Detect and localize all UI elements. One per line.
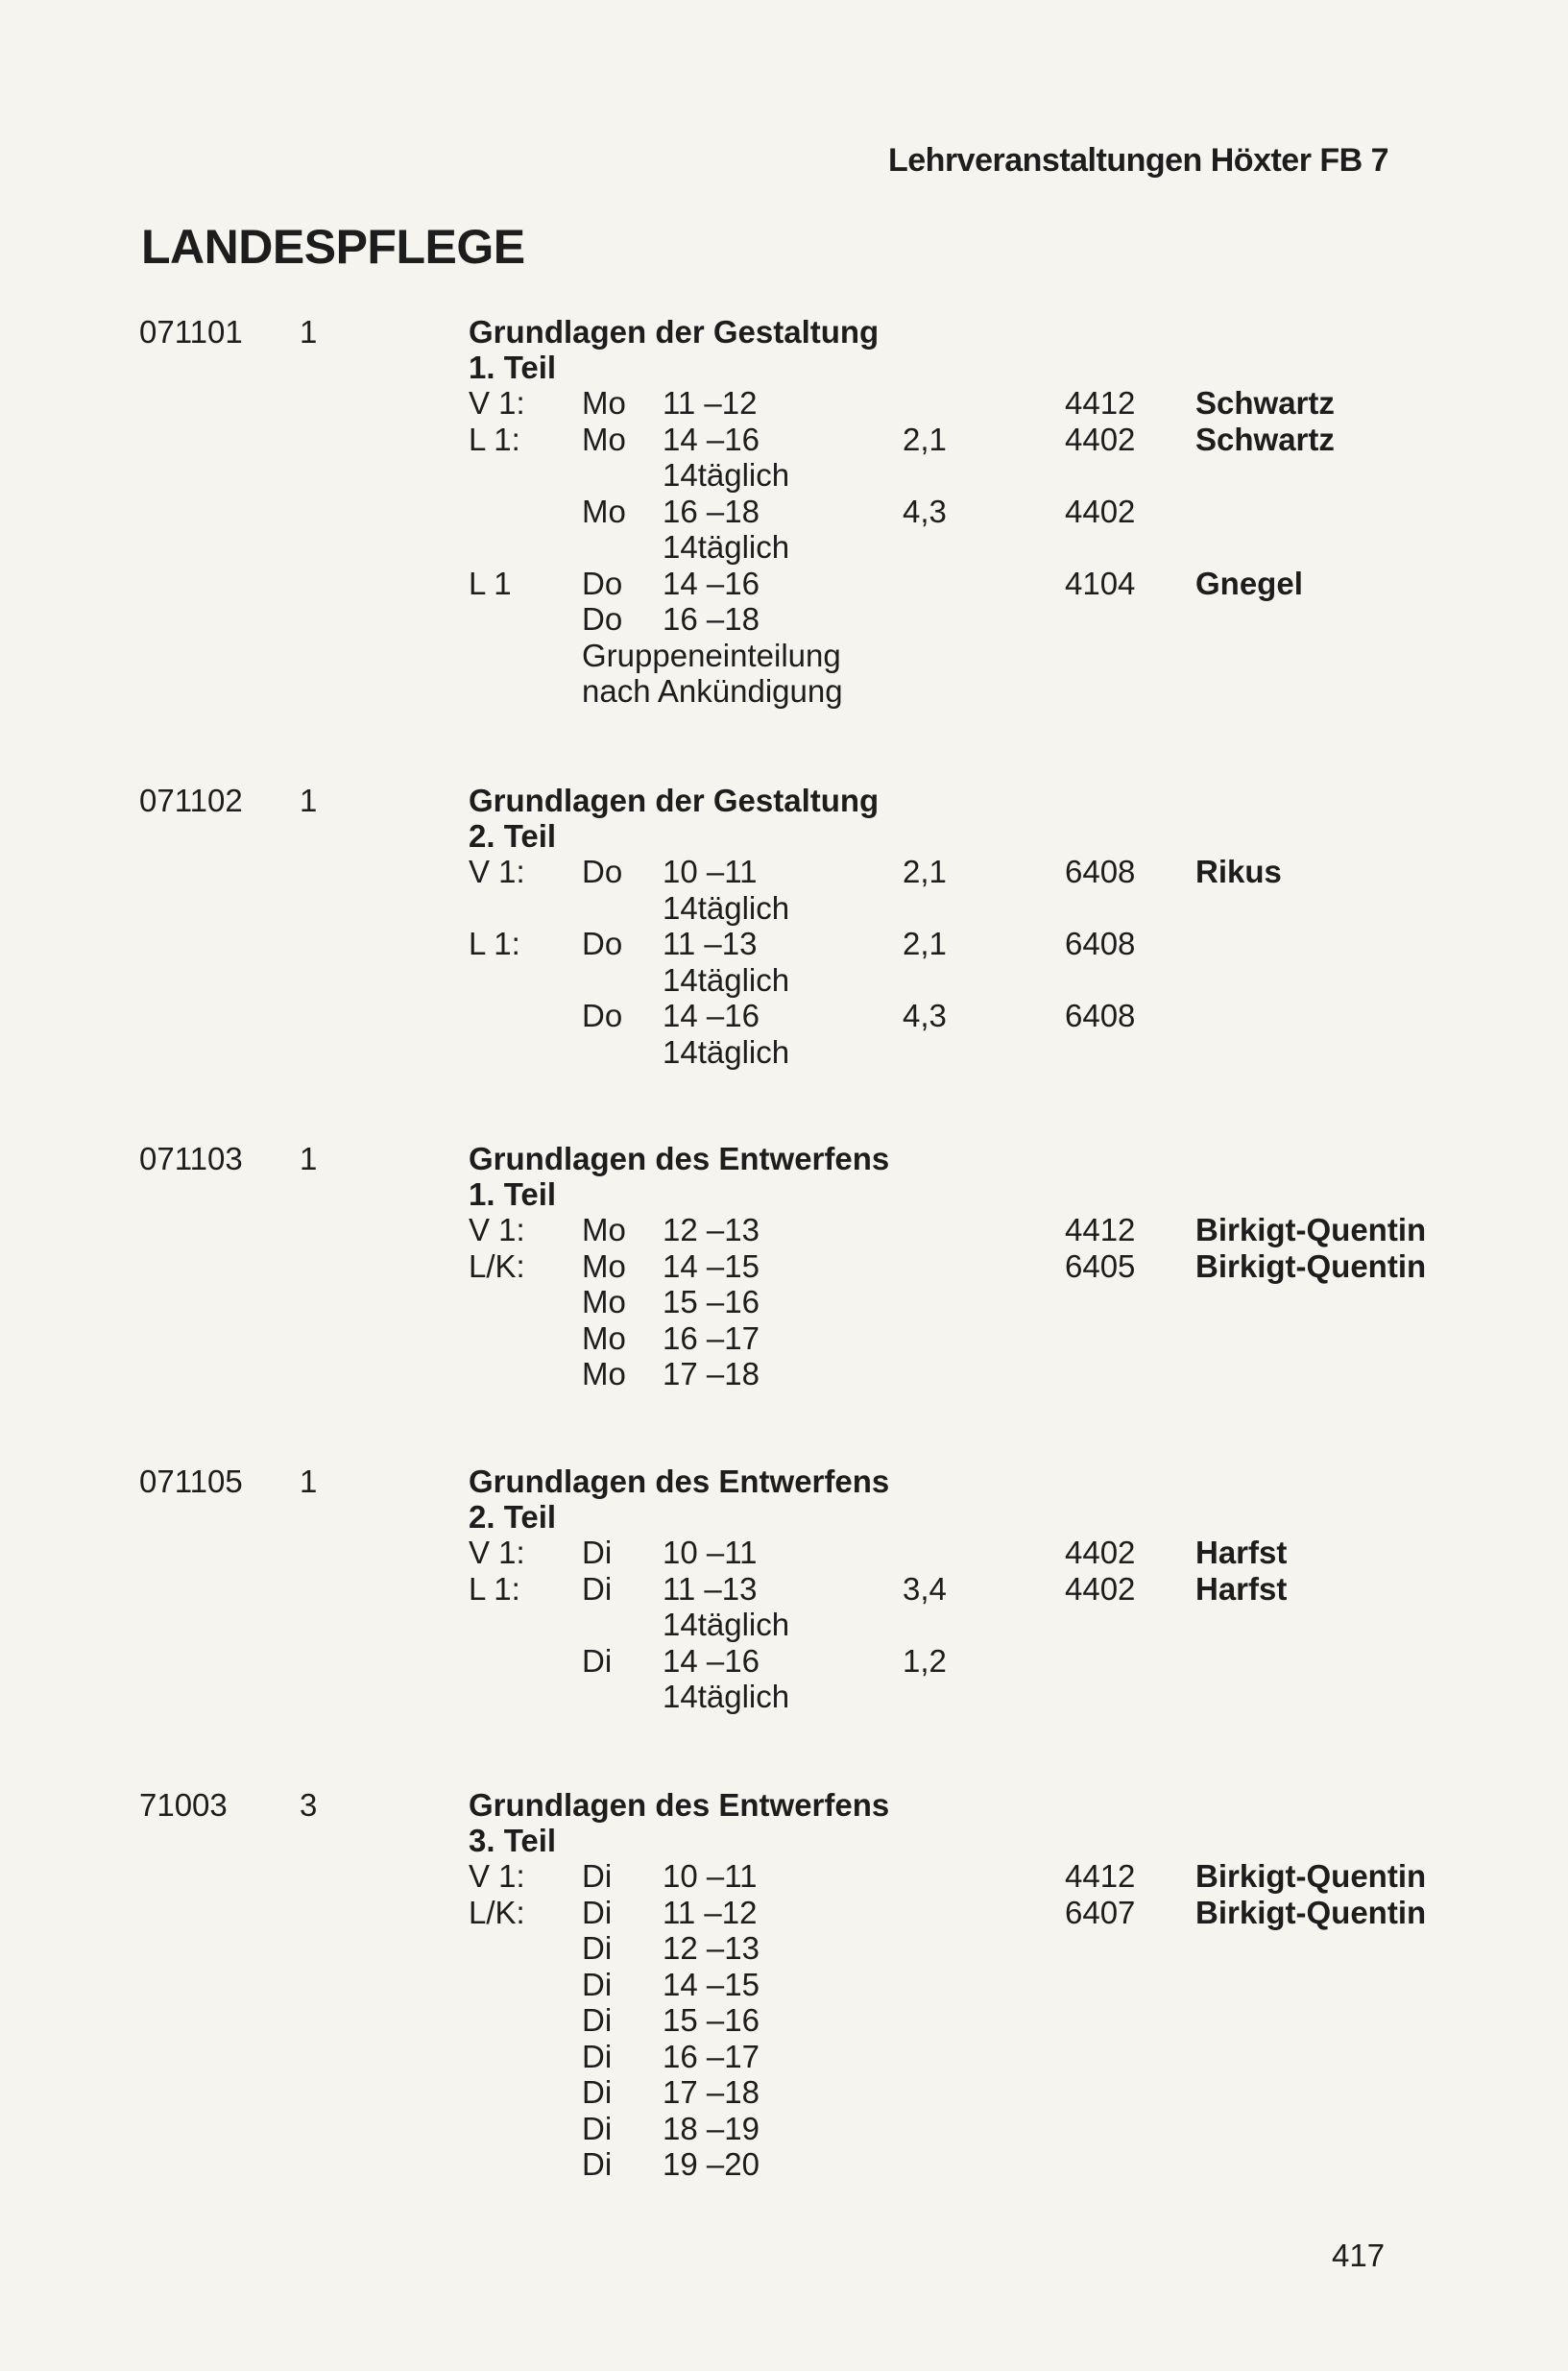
event-type: L/K: (469, 1247, 525, 1284)
weekday: Mo (582, 1212, 626, 1247)
time-slot: 16 –18 (663, 493, 760, 529)
room-number: 4402 (1065, 1535, 1136, 1570)
event-type: L 1: (469, 1570, 520, 1607)
time-slot: 14 –15 (663, 1247, 760, 1284)
weekday: Do (582, 854, 623, 889)
group-number: 3,4 (903, 1570, 947, 1607)
schedule-row (0, 2146, 1568, 2183)
lecturer-name: Schwartz (1195, 421, 1335, 457)
time-slot: 15 –16 (663, 1284, 760, 1319)
lecturer-name: Harfst (1195, 1535, 1288, 1570)
group-number: 4,3 (903, 493, 947, 529)
course-part (0, 1176, 1568, 1213)
time-slot: 11 –13 (663, 926, 758, 961)
schedule-note (0, 1679, 1568, 1715)
event-type: L 1: (469, 421, 520, 457)
schedule-note (0, 1034, 1568, 1071)
time-slot: 12 –13 (663, 1930, 760, 1966)
group-number: 2,1 (903, 421, 947, 457)
event-type: V 1: (469, 1535, 525, 1570)
weekday: Mo (582, 1284, 626, 1319)
schedule-row (0, 1320, 1568, 1357)
time-slot: 16 –17 (663, 2038, 760, 2074)
room-number: 4104 (1065, 565, 1136, 601)
room-number: 4402 (1065, 421, 1136, 457)
group-note: nach Ankündigung (582, 673, 843, 709)
lecturer-name: Birkigt-Quentin (1195, 1894, 1427, 1930)
lecturer-name: Harfst (1195, 1570, 1288, 1607)
schedule-row (0, 1895, 1568, 1931)
course-title (0, 1787, 1568, 1824)
time-slot: 10 –11 (663, 1858, 758, 1894)
schedule-row (0, 1930, 1568, 1967)
schedule-row (0, 422, 1568, 458)
schedule-note (0, 529, 1568, 566)
event-type: L 1 (469, 565, 512, 601)
schedule-row (0, 1858, 1568, 1895)
course-semester: 1 (300, 314, 318, 350)
time-slot: 11 –12 (663, 385, 758, 421)
schedule-row (0, 1248, 1568, 1285)
time-slot: 11 –13 (663, 1570, 758, 1607)
room-number: 6408 (1065, 926, 1136, 961)
course-part (0, 350, 1568, 386)
course-number: 071101 (139, 314, 243, 350)
course-number: 071103 (139, 1141, 243, 1176)
weekday: Do (582, 565, 623, 601)
frequency-note: 14täglich (663, 961, 790, 998)
schedule-row (0, 1571, 1568, 1608)
lecturer-name: Gnegel (1195, 565, 1303, 601)
event-type: V 1: (469, 1212, 525, 1247)
room-number: 4412 (1065, 1212, 1136, 1247)
schedule-row (0, 998, 1568, 1034)
schedule-row (0, 2111, 1568, 2147)
time-slot: 19 –20 (663, 2146, 760, 2182)
course-title-text: Grundlagen der Gestaltung (469, 783, 880, 818)
time-slot: 11 –12 (663, 1894, 758, 1930)
frequency-note: 14täglich (663, 529, 790, 565)
lecturer-name: Birkigt-Quentin (1195, 1212, 1427, 1247)
schedule-row (0, 1535, 1568, 1571)
event-type: V 1: (469, 854, 525, 889)
weekday: Di (582, 1858, 613, 1894)
time-slot: 10 –11 (663, 854, 758, 889)
lecturer-name: Birkigt-Quentin (1195, 1858, 1427, 1894)
room-number: 6408 (1065, 998, 1136, 1033)
event-type: L/K: (469, 1894, 525, 1930)
schedule-row (0, 1212, 1568, 1248)
frequency-note: 14täglich (663, 1607, 790, 1642)
time-slot: 16 –17 (663, 1319, 760, 1356)
time-slot: 14 –16 (663, 421, 760, 457)
schedule-row (0, 1356, 1568, 1392)
course-title (0, 783, 1568, 819)
group-number: 2,1 (903, 854, 947, 889)
weekday: Mo (582, 1319, 626, 1356)
frequency-note: 14täglich (663, 1033, 790, 1070)
lecturer-name: Birkigt-Quentin (1195, 1247, 1427, 1284)
time-slot: 14 –16 (663, 565, 760, 601)
weekday: Mo (582, 493, 626, 529)
course-title-text: Grundlagen der Gestaltung (469, 314, 880, 350)
weekday: Do (582, 926, 623, 961)
schedule-row (0, 926, 1568, 962)
time-slot: 18 –19 (663, 2110, 760, 2146)
schedule-note (0, 1607, 1568, 1643)
room-number: 4412 (1065, 385, 1136, 421)
schedule-note (0, 890, 1568, 927)
weekday: Mo (582, 1356, 626, 1391)
frequency-note: 14täglich (663, 457, 790, 493)
room-number: 6408 (1065, 854, 1136, 889)
schedule-row (0, 2039, 1568, 2075)
weekday: Di (582, 1535, 613, 1570)
course-title (0, 1141, 1568, 1177)
event-type: V 1: (469, 1858, 525, 1894)
weekday: Do (582, 998, 623, 1033)
course-title-text: Grundlagen des Entwerfens (469, 1141, 890, 1176)
group-note: Gruppeneinteilung (582, 637, 841, 673)
weekday: Di (582, 1966, 613, 2002)
course-part-text: 1. Teil (469, 350, 557, 385)
time-slot: 17 –18 (663, 2074, 760, 2110)
course-number: 71003 (139, 1787, 228, 1823)
group-number: 2,1 (903, 926, 947, 961)
course-number: 071105 (139, 1464, 243, 1499)
course-semester: 1 (300, 1141, 318, 1176)
room-number: 6405 (1065, 1247, 1136, 1284)
weekday: Mo (582, 385, 626, 421)
room-number: 4412 (1065, 1858, 1136, 1894)
lecturer-name: Schwartz (1195, 385, 1335, 421)
weekday: Di (582, 1930, 613, 1966)
schedule-row (0, 1967, 1568, 2003)
schedule-row (0, 854, 1568, 890)
schedule-note (0, 673, 1568, 710)
course-semester: 1 (300, 1464, 318, 1499)
room-number: 4402 (1065, 493, 1136, 529)
course-semester: 3 (300, 1787, 318, 1823)
weekday: Di (582, 1642, 613, 1679)
weekday: Mo (582, 421, 626, 457)
weekday: Di (582, 2074, 613, 2110)
time-slot: 17 –18 (663, 1356, 760, 1391)
course-part-text: 2. Teil (469, 1499, 557, 1535)
weekday: Di (582, 2038, 613, 2074)
schedule-note (0, 457, 1568, 494)
weekday: Do (582, 601, 623, 637)
course-part (0, 1499, 1568, 1536)
group-number: 4,3 (903, 998, 947, 1033)
course-title-text: Grundlagen des Entwerfens (469, 1464, 890, 1499)
weekday: Di (582, 1894, 613, 1930)
course-part (0, 1823, 1568, 1859)
course-number: 071102 (139, 783, 243, 818)
course-semester: 1 (300, 783, 318, 818)
schedule-row (0, 2002, 1568, 2039)
course-part-text: 3. Teil (469, 1823, 557, 1858)
lecturer-name: Rikus (1195, 854, 1282, 889)
course-title (0, 1464, 1568, 1500)
frequency-note: 14täglich (663, 889, 790, 926)
schedule-row (0, 601, 1568, 638)
schedule-note (0, 638, 1568, 674)
schedule-row (0, 494, 1568, 530)
schedule-row (0, 566, 1568, 602)
frequency-note: 14täglich (663, 1679, 790, 1714)
weekday: Di (582, 1570, 613, 1607)
time-slot: 12 –13 (663, 1212, 760, 1247)
weekday: Mo (582, 1247, 626, 1284)
course-title-text: Grundlagen des Entwerfens (469, 1787, 890, 1823)
running-head: Lehrveranstaltungen Höxter FB 7 (888, 142, 1389, 179)
course-part-text: 1. Teil (469, 1176, 557, 1212)
schedule-row (0, 2074, 1568, 2111)
weekday: Di (582, 2002, 613, 2038)
schedule-row (0, 1643, 1568, 1680)
page-title: LANDESPFLEGE (141, 220, 525, 274)
page-number: 417 (1332, 2238, 1386, 2273)
course-part-text: 2. Teil (469, 818, 557, 854)
course-title (0, 314, 1568, 351)
schedule-note (0, 962, 1568, 999)
schedule-row (0, 1284, 1568, 1320)
time-slot: 14 –16 (663, 998, 760, 1033)
course-part (0, 818, 1568, 855)
room-number: 4402 (1065, 1570, 1136, 1607)
time-slot: 14 –16 (663, 1642, 760, 1679)
event-type: L 1: (469, 926, 520, 961)
event-type: V 1: (469, 385, 525, 421)
weekday: Di (582, 2146, 613, 2182)
time-slot: 10 –11 (663, 1535, 758, 1570)
group-number: 1,2 (903, 1642, 947, 1679)
time-slot: 15 –16 (663, 2002, 760, 2038)
time-slot: 16 –18 (663, 601, 760, 637)
schedule-row (0, 385, 1568, 422)
time-slot: 14 –15 (663, 1966, 760, 2002)
weekday: Di (582, 2110, 613, 2146)
room-number: 6407 (1065, 1894, 1136, 1930)
